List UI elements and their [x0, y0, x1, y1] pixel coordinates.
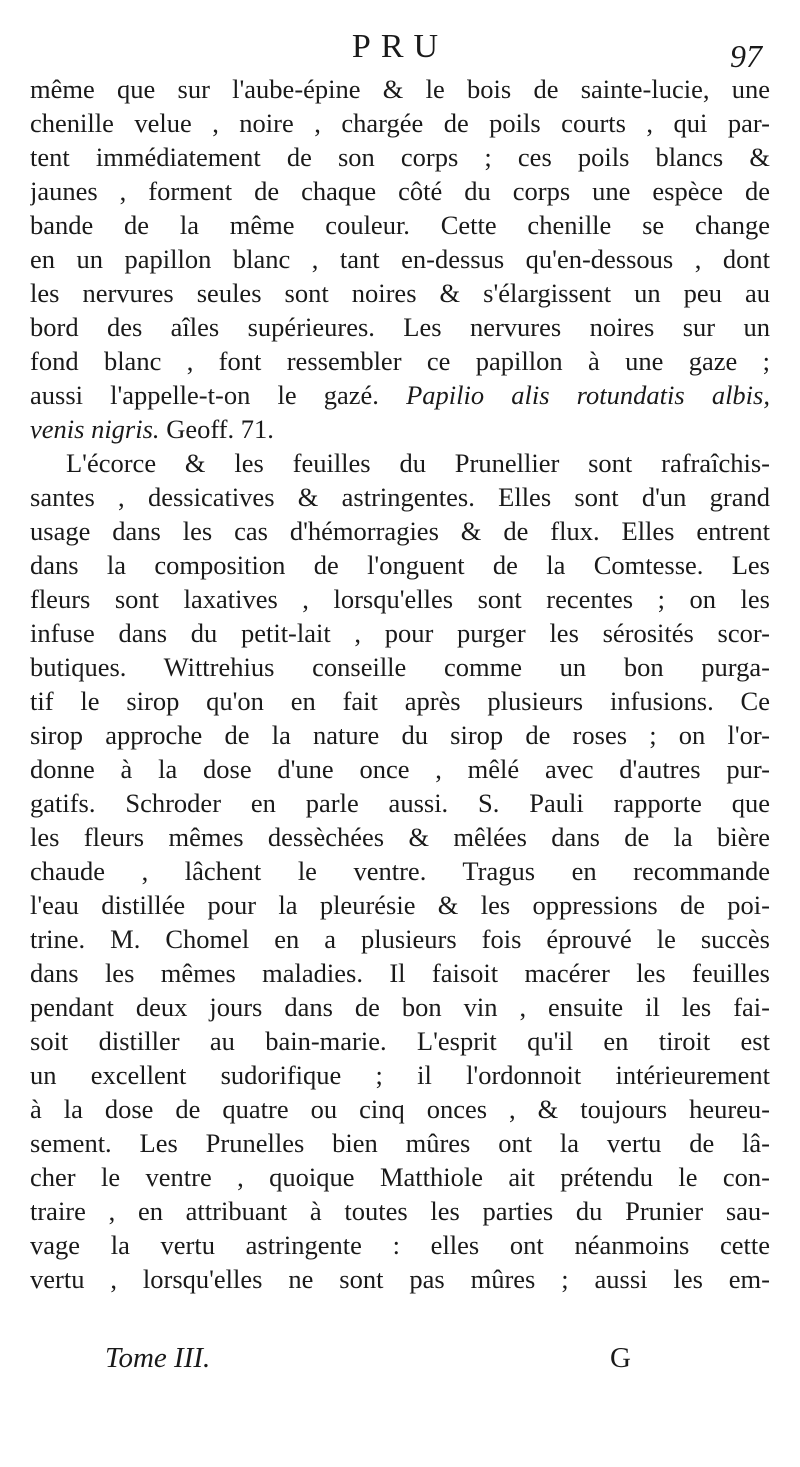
text-line: l'eau distillée pour la pleurésie & les oppressions de poi- [30, 890, 770, 920]
text-line: en un papillon blanc , tant en-dessus qu'en-dessous , dont [30, 244, 770, 274]
page-header [0, 28, 800, 72]
text-line: tif le sirop qu'on en fait après plusieurs infusions. Ce [30, 686, 770, 716]
text-line: vertu , lorsqu'elles ne sont pas mûres ; aussi les em- [30, 1264, 770, 1294]
text-line: butiques. Wittrehius conseille comme un bon purga- [30, 652, 770, 682]
text-line: L'écorce & les feuilles du Prunellier sont rafraîchis- [66, 448, 770, 478]
text-line: fond blanc , font ressembler ce papillon à une gaze ; [30, 346, 770, 376]
text-line: chenille velue , noire , chargée de poils courts , qui par- [30, 108, 770, 138]
text-line: aussi l'appelle-t-on le gazé. Papilio alis rotundatis albis, [30, 380, 770, 410]
text-line: donne à la dose d'une once , mêlé avec d'autres pur- [30, 754, 770, 784]
text-line: santes , dessicatives & astringentes. Elles sont d'un grand [30, 482, 770, 512]
running-head: PRU [351, 28, 449, 65]
text-line: tent immédiatement de son corps ; ces poils blancs & [30, 142, 770, 172]
text-line: chaude , lâchent le ventre. Tragus en recommande [30, 856, 770, 886]
paragraph [30, 72, 770, 446]
text-line: cher le ventre , quoique Matthiole ait prétendu le con- [30, 1162, 770, 1192]
text-line: dans les mêmes maladies. Il faisoit macérer les feuilles [30, 958, 770, 988]
text-line: sirop approche de la nature du sirop de roses ; on l'or- [30, 720, 770, 750]
latin-binomial: venis nigris. [30, 414, 160, 444]
text-line: même que sur l'aube-épine & le bois de sainte-lucie, une [30, 74, 770, 104]
text-line: venis nigris. Geoff. 71. [30, 414, 274, 444]
text-line: usage dans les cas d'hémorragies & de flux. Elles entrent [30, 516, 770, 546]
text-line: vage la vertu astringente : elles ont néanmoins cette [30, 1230, 770, 1260]
text-line: jaunes , forment de chaque côté du corps une espèce de [30, 176, 770, 206]
volume-label: Tome III. [105, 1342, 211, 1374]
page-footer [0, 1342, 800, 1382]
text-line: gatifs. Schroder en parle aussi. S. Pauli rapporte que [30, 788, 770, 818]
text-line: dans la composition de l'onguent de la Comtesse. Les [30, 550, 770, 580]
text-line: infuse dans du petit-lait , pour purger les sérosités scor- [30, 618, 770, 648]
text-line: sement. Les Prunelles bien mûres ont la vertu de lâ- [30, 1128, 770, 1158]
text-line: bord des aîles supérieures. Les nervures noires sur un [30, 312, 770, 342]
signature-mark: G [610, 1342, 631, 1374]
paragraph [30, 446, 770, 1296]
text-line: à la dose de quatre ou cinq onces , & toujours heureu- [30, 1094, 770, 1124]
text-line: trine. M. Chomel en a plusieurs fois éprouvé le succès [30, 924, 770, 954]
text-line: fleurs sont laxatives , lorsqu'elles sont recentes ; on les [30, 584, 770, 614]
text-line: traire , en attribuant à toutes les parties du Prunier sau- [30, 1196, 770, 1226]
text-line: les fleurs mêmes dessèchées & mêlées dans de la bière [30, 822, 770, 852]
text-line: les nervures seules sont noires & s'élargissent un peu au [30, 278, 770, 308]
page-number: 97 [730, 38, 762, 74]
text-line: un excellent sudorifique ; il l'ordonnoit intérieurement [30, 1060, 770, 1090]
text-line: soit distiller au bain-marie. L'esprit qu'il en tiroit est [30, 1026, 770, 1056]
text-line: pendant deux jours dans de bon vin , ensuite il les fai- [30, 992, 770, 1022]
text-line: bande de la même couleur. Cette chenille se change [30, 210, 770, 240]
latin-binomial: Papilio alis rotundatis albis, [406, 380, 770, 410]
body-text [30, 72, 770, 1296]
